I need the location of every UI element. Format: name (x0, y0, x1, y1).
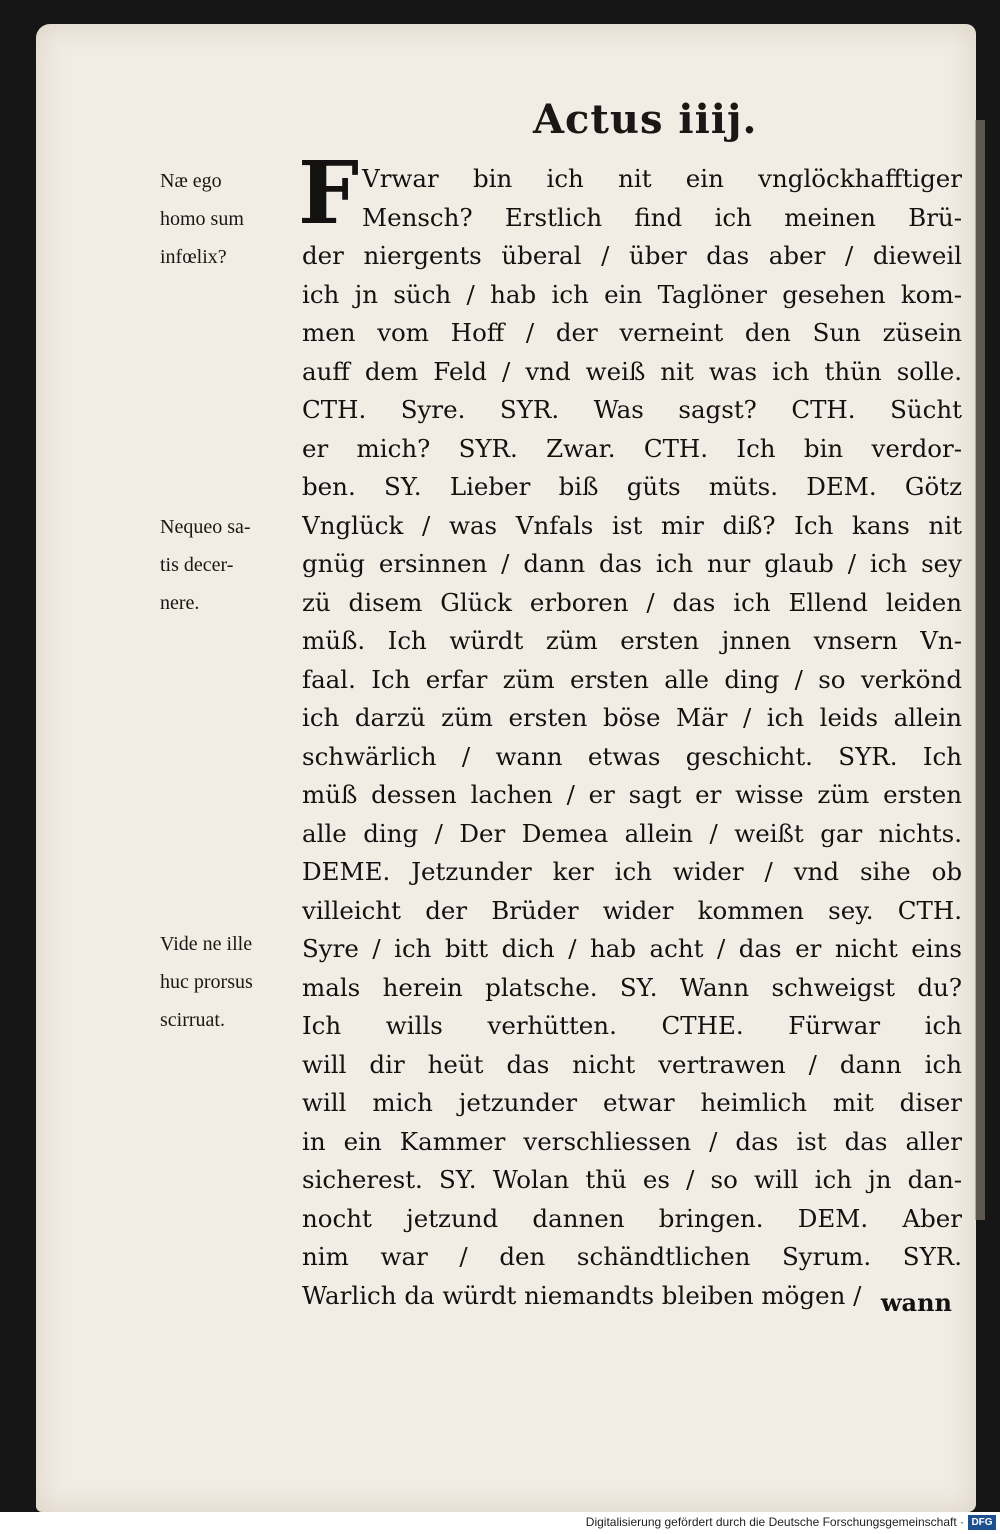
text-line: will mich jetzunder etwar heimlich mit diser (302, 1088, 962, 1117)
text-line: müß dessen lachen / er sagt er wisse züm ersten (302, 780, 962, 809)
catchword: wann (880, 1288, 952, 1317)
text-line: zü disem Glück erboren / das ich Ellend leiden (302, 587, 962, 617)
text-line: ich jn süch / hab ich ein Taglöner gesehen kom- (302, 279, 962, 309)
text-line: ben. SY. Lieber biß güts müts. DEM. Götz (302, 472, 962, 501)
text-line: Vrwar bin ich nit ein vnglöckhafftiger (362, 164, 962, 193)
marginal-line: homo sum (160, 208, 244, 230)
marginal-line: Vide ne ille (160, 933, 253, 955)
main-text-block (302, 160, 962, 1315)
text-line: gnüg ersinnen / dann das ich nur glaub / ich sey (302, 549, 962, 578)
marginal-note-1 (160, 162, 300, 276)
text-line: Mensch? Erstlich find ich meinen Brü- (362, 202, 962, 232)
page-edge (975, 120, 985, 1220)
text-line: der niergents überal / über das aber / dieweil (302, 241, 962, 270)
text-line: villeicht der Brüder wider kommen sey. CTH. (302, 895, 962, 925)
text-line: nocht jetzund dannen bringen. DEM. Aber (302, 1203, 962, 1233)
marginal-line: scirruat. (160, 1009, 225, 1031)
text-line: men vom Hoff / der verneint den Sun züsein (302, 318, 962, 347)
marginal-line: Næ ego (160, 170, 222, 192)
text-line: CTH. Syre. SYR. Was sagst? CTH. Sücht (302, 395, 962, 424)
page-heading: Actus iiij. (533, 96, 758, 143)
text-line: er mich? SYR. Zwar. CTH. Ich bin verdor- (302, 433, 962, 463)
text-line: Vnglück / was Vnfals ist mir diß? Ich kans nit (302, 510, 962, 540)
marginal-line: nere. (160, 592, 200, 614)
marginal-note-3 (160, 925, 300, 1039)
text-line: müß. Ich würdt züm ersten jnnen vnsern Vn- (302, 626, 962, 655)
text-line: mals herein platsche. SY. Wann schweigst du? (302, 972, 962, 1002)
text-line: sicherest. SY. Wolan thü es / so will ich jn dan- (302, 1165, 962, 1194)
text-line: will dir heüt das nicht vertrawen / dann ich (302, 1049, 962, 1079)
marginal-line: tis decer- (160, 554, 234, 576)
text-line: auff dem Feld / vnd weiß nit was ich thün solle. (302, 356, 962, 386)
text-line: Syre / ich bitt dich / hab acht / das er nicht eins (302, 934, 962, 963)
marginal-line: huc prorsus (160, 971, 253, 993)
text-line: faal. Ich erfar züm ersten alle ding / so verkönd (302, 664, 962, 694)
footer-credit: Digitalisierung gefördert durch die Deutsche Forschungsgemeinschaft · (585, 1515, 964, 1529)
text-line: DEME. Jetzunder ker ich wider / vnd sihe ob (302, 857, 962, 886)
drop-cap-initial: F (298, 143, 360, 244)
text-line: alle ding / Der Demea allein / weißt gar nichts. (302, 818, 962, 848)
text-line: in ein Kammer verschliessen / das ist das aller (302, 1126, 962, 1156)
dfg-logo: DFG (968, 1515, 996, 1530)
text-line: schwärlich / wann etwas geschicht. SYR. Ich (302, 741, 962, 771)
marginal-note-2 (160, 508, 300, 622)
marginal-line: Nequeo sa- (160, 516, 251, 538)
marginal-line: infœlix? (160, 246, 227, 268)
text-line: ich darzü züm ersten böse Mär / ich leids allein (302, 703, 962, 732)
digitization-footer (0, 1512, 1000, 1534)
text-line: Warlich da würdt niemandts bleiben mögen / (302, 1280, 862, 1310)
text-line: Ich wills verhütten. CTHE. Fürwar ich (302, 1011, 962, 1040)
text-line: nim war / den schändtlichen Syrum. SYR. (302, 1242, 962, 1271)
